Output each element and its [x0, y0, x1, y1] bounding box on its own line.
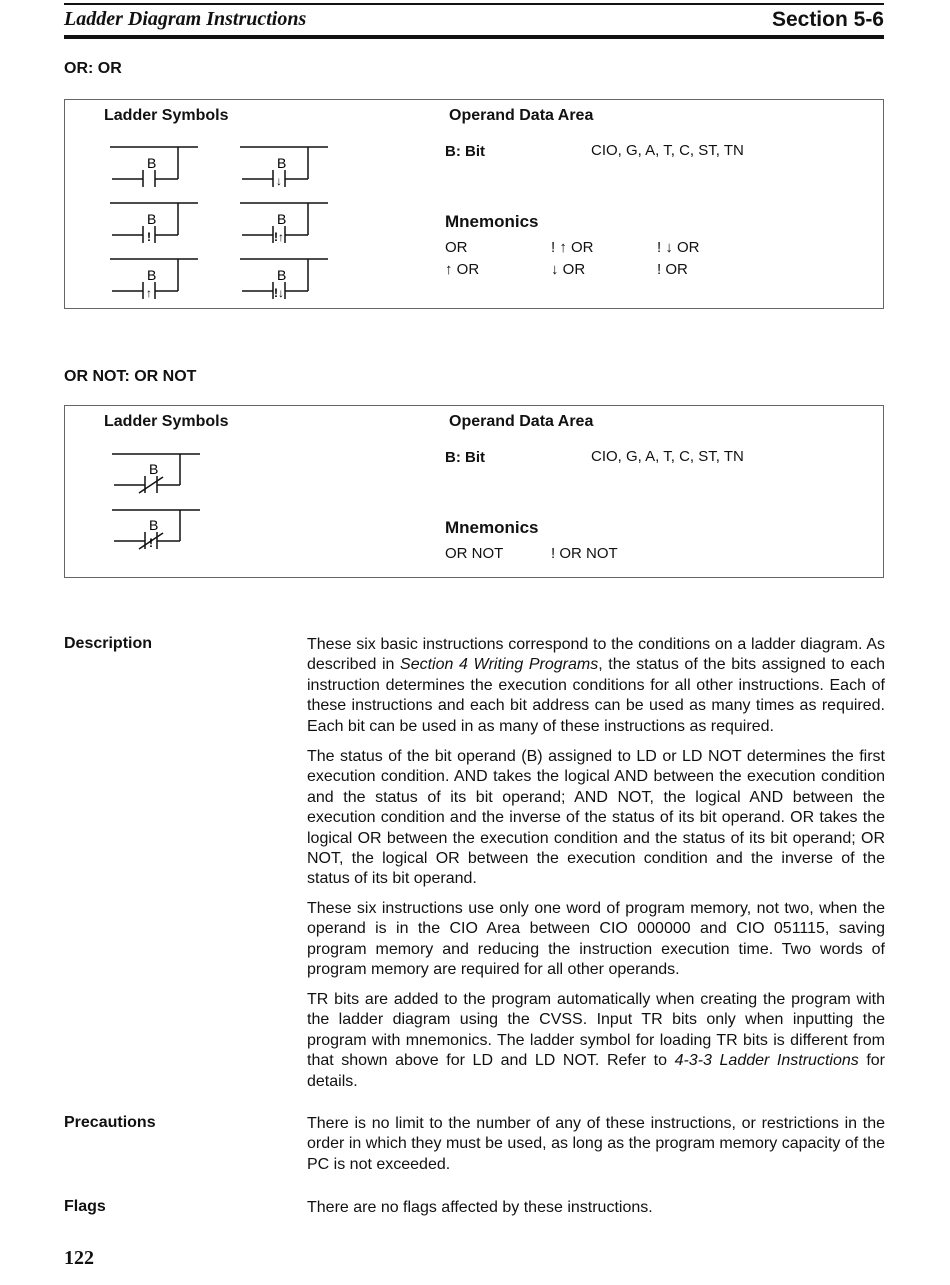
symbol-mark: ↑	[146, 286, 152, 299]
text-run: for details.	[307, 1052, 885, 1090]
header-title: Ladder Diagram Instructions	[64, 8, 307, 30]
symbol-mark: ↓	[276, 174, 282, 187]
description-paragraph	[307, 990, 885, 1092]
ornot-mnemonics-label: Mnemonics	[445, 518, 539, 537]
description-paragraph	[307, 635, 885, 737]
flags-paragraph: There are no flags affected by these instructions.	[307, 1199, 653, 1216]
header-section: Section 5-6	[771, 8, 884, 31]
page-number: 122	[64, 1247, 94, 1269]
or-section-title: OR: OR	[64, 60, 122, 77]
or-mnemonic: ! ↑ OR	[551, 239, 594, 256]
symbol-operand-letter: B	[149, 461, 159, 477]
ornot-operand-value: CIO, G, A, T, C, ST, TN	[591, 448, 744, 465]
ornot-mnemonic: OR NOT	[445, 545, 504, 562]
text-run: , the status of the bits assigned to each instruction determines the execution conditions for all other instructions. Each of these instructions and each bit address can be used as many times as required. Each bit can be used in as many of these instructions as required.	[307, 656, 885, 735]
or-mnemonic: OR	[445, 239, 468, 256]
symbol-operand-letter: B	[147, 155, 157, 171]
symbol-operand-letter: B	[149, 517, 159, 533]
ladder-contact-or-symbol	[110, 145, 200, 187]
text-run: These six basic instructions correspond to the conditions on a ladder diagram. As described in	[307, 636, 885, 674]
ornot-operand-label: Operand Data Area	[449, 413, 594, 430]
or-operand-name: B: Bit	[445, 143, 485, 160]
symbol-operand-letter: B	[147, 211, 157, 227]
description-paragraph: These six instructions use only one word of program memory, not two, when the operand is in the CIO Area between CIO 000000 and CIO 051115, saving program memory and reducing the instruction execution time. Two words of program memory are required for all other operands.	[307, 900, 885, 979]
symbol-mark: !↓	[274, 286, 284, 299]
ladder-contact-immediate-up-or-symbol	[240, 201, 330, 243]
description-heading: Description	[64, 635, 153, 652]
ladder-contact-down-or-symbol	[240, 145, 330, 187]
header-top-rule	[64, 3, 884, 5]
ornot-operand-name: B: Bit	[445, 449, 485, 466]
ornot-ladder-symbols-label: Ladder Symbols	[104, 413, 229, 430]
or-ladder-symbols-label: Ladder Symbols	[104, 107, 229, 124]
ladder-contact-immediate-down-or-symbol	[240, 257, 330, 299]
symbol-operand-letter: B	[277, 211, 287, 227]
header-bottom-rule	[64, 35, 884, 39]
symbol-operand-letter: B	[147, 267, 157, 283]
precautions-heading: Precautions	[64, 1114, 156, 1131]
ornot-mnemonic: ! OR NOT	[551, 545, 618, 562]
description-paragraph: The status of the bit operand (B) assigned to LD or LD NOT determines the first execution condition. AND takes the logical AND between the execution condition and the status of its bit operand; AND NOT, the logical AND between the execution condition and the inverse of the status of its bit operand. OR takes the logical OR between the execution condition and the status of its bit operand; OR NOT, the logical OR between the execution condition and the inverse of the status of its bit operand.	[307, 748, 885, 888]
or-mnemonic: ↓ OR	[551, 261, 586, 278]
ladder-contact-ornot-symbol	[112, 452, 202, 494]
section-reference: 4-3-3 Ladder Instructions	[674, 1052, 859, 1070]
ornot-instruction-box	[64, 405, 884, 578]
precautions-paragraph: There is no limit to the number of any of these instructions, or restrictions in the order in which they must be used, as long as the program memory capacity of the PC is not exceeded.	[307, 1115, 885, 1173]
ladder-contact-immediate-ornot-symbol	[112, 508, 202, 550]
symbol-mark: !	[149, 536, 153, 550]
symbol-mark: !↑	[274, 230, 284, 243]
symbol-mark: !	[147, 230, 151, 243]
symbol-operand-letter: B	[277, 267, 287, 283]
or-instruction-box	[64, 99, 884, 309]
or-operand-label: Operand Data Area	[449, 107, 594, 124]
or-mnemonics-label: Mnemonics	[445, 212, 539, 231]
or-mnemonic: ! OR	[657, 261, 688, 278]
or-mnemonic: ↑ OR	[445, 261, 480, 278]
or-operand-value: CIO, G, A, T, C, ST, TN	[591, 142, 744, 159]
ornot-section-title: OR NOT: OR NOT	[64, 368, 197, 385]
section-reference: Section 4 Writing Programs	[400, 656, 599, 674]
symbol-operand-letter: B	[277, 155, 287, 171]
text-run: TR bits are added to the program automatically when creating the program with the ladder diagram using the CVSS. Input TR bits only when inputting the program with mnemonics. The ladder symbol for loading TR bits is different from that shown above for LD and LD NOT. Refer to	[307, 991, 885, 1070]
flags-heading: Flags	[64, 1198, 106, 1215]
or-mnemonic: ! ↓ OR	[657, 239, 700, 256]
ladder-contact-up-or-symbol	[110, 257, 200, 299]
ladder-contact-immediate-or-symbol	[110, 201, 200, 243]
